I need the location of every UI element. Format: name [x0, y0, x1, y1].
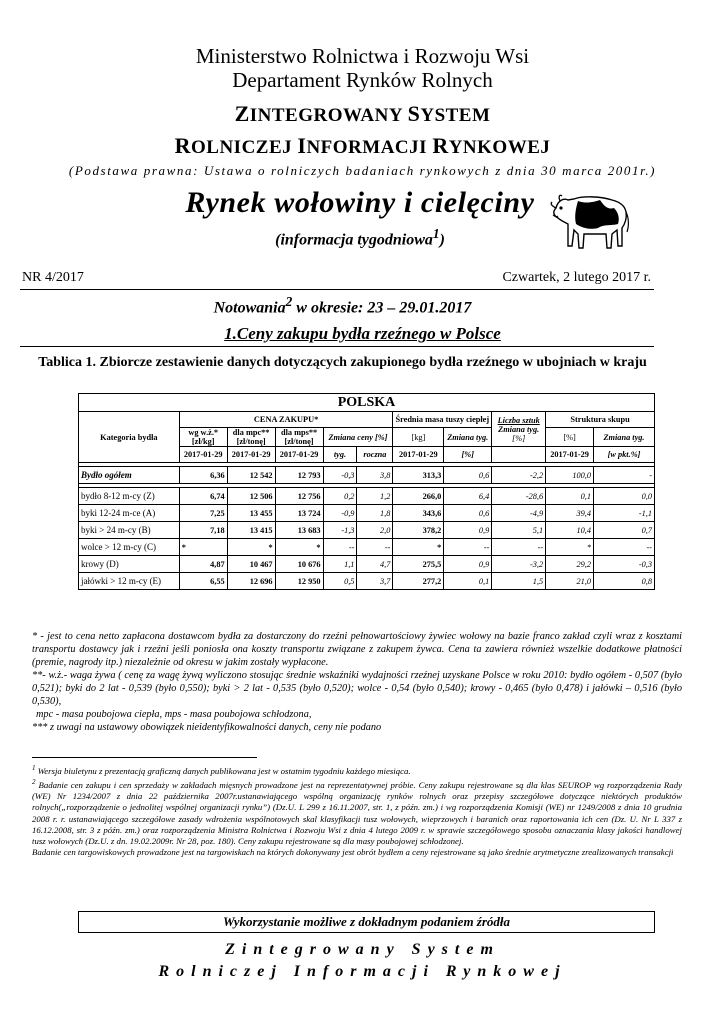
cell-mps: *	[275, 539, 323, 556]
cell-mpc: 13 455	[227, 505, 275, 522]
cell-mps: 13 724	[275, 505, 323, 522]
header-struct-pct: [%]	[546, 428, 594, 447]
table-row	[79, 556, 655, 573]
ministry-name: Ministerstwo Rolnictwa i Rozwoju Wsi	[195, 44, 530, 68]
cell-structure: *	[546, 539, 594, 556]
cell-change-year: 1,2	[357, 488, 393, 505]
section-title: 1.Ceny zakupu bydła rzeźnego w Polsce	[224, 324, 501, 343]
date-mps: 2017-01-29	[275, 447, 323, 463]
cell-change-week: -1,3	[323, 522, 357, 539]
cell-count-change: -2,2	[492, 467, 546, 484]
row-category: bydło 8-12 m-cy (Z)	[79, 488, 180, 505]
cell-wz: *	[179, 539, 227, 556]
header-mass-change: Zmiana tyg.	[444, 428, 492, 447]
cell-change-year: --	[357, 539, 393, 556]
header-structure: Struktura skupu	[546, 412, 655, 428]
cell-change-year: 3,8	[357, 467, 393, 484]
cell-count-change: -28,6	[492, 488, 546, 505]
row-category: byki 12-24 m-ce (A)	[79, 505, 180, 522]
table-body	[79, 467, 655, 590]
cell-structure-change: 0,8	[594, 573, 655, 590]
source-notice: Wykorzystanie możliwe z dokładnym podaniem źródła	[78, 911, 655, 933]
date-struct: 2017-01-29	[546, 447, 594, 463]
price-table	[78, 393, 655, 590]
cell-mass-change: 0,9	[444, 522, 492, 539]
cell-mps: 12 950	[275, 573, 323, 590]
header-price-change: Zmiana ceny [%]	[323, 428, 393, 447]
divider	[20, 289, 654, 290]
system-name-line1: ZINTEGROWANY SYSTEM	[234, 101, 491, 126]
header-wz: wg w.ż.* [zł/kg]	[179, 428, 227, 447]
cell-wz: 6,55	[179, 573, 227, 590]
cell-count-change: -3,2	[492, 556, 546, 573]
table-notes	[32, 630, 682, 734]
cell-change-year: 3,7	[357, 573, 393, 590]
cell-count-change: -4,9	[492, 505, 546, 522]
cell-mass-change: 0,1	[444, 573, 492, 590]
date-tyg: tyg.	[323, 447, 357, 463]
row-category: krowy (D)	[79, 556, 180, 573]
cell-change-week: 0,5	[323, 573, 357, 590]
cell-change-week: -0,3	[323, 467, 357, 484]
table-row	[79, 539, 655, 556]
bulletin-title: Rynek wołowiny i cielęciny	[185, 186, 535, 219]
issue-number: NR 4/2017	[22, 270, 84, 285]
table-row	[79, 467, 655, 484]
cell-structure-change: 0,7	[594, 522, 655, 539]
header-count: Liczba sztuk Zmiana tyg. [%]	[492, 412, 546, 447]
cell-structure: 10,4	[546, 522, 594, 539]
note-price: * - jest to cena netto zapłacona dostawcom bydła za dostarczony do rzeźni pełnowartościowy żywiec wołowy na bazie franco zakład czyli wraz z kosztami transportu dostawcy jak i rzeźni jeśli poniosła ona koszty transportu związane z zakupem żywca. Cena ta zawiera również wszelkie dodatkowe płatności (premie, nagrody itp.) niezależnie od okresu w jakim zostały wypłacone.	[32, 631, 682, 668]
table-row	[79, 488, 655, 505]
table-title: Tablica 1. Zbiorcze zestawienie danych dotyczących zakupionego bydła rzeźnego w ubojniach w kraju	[38, 355, 647, 370]
row-category: jałówki > 12 m-cy (E)	[79, 573, 180, 590]
cell-mass-change: 6,4	[444, 488, 492, 505]
cow-icon	[548, 188, 630, 262]
cell-change-week: -0,9	[323, 505, 357, 522]
cell-mps: 12 756	[275, 488, 323, 505]
row-category: Bydło ogółem	[79, 467, 180, 484]
cell-mps: 10 676	[275, 556, 323, 573]
cell-structure: 21,0	[546, 573, 594, 590]
header-mass: Średnia masa tuszy ciepłej	[393, 412, 492, 428]
cell-structure-change: -	[594, 467, 655, 484]
date-struct-pkt: [w pkt.%]	[594, 447, 655, 463]
date-mass-pct: [%]	[444, 447, 492, 463]
cell-change-year: 4,7	[357, 556, 393, 573]
table-row	[79, 522, 655, 539]
cell-structure-change: 0,0	[594, 488, 655, 505]
cell-mps: 12 793	[275, 467, 323, 484]
note-live-weight: **- w.ż.- waga żywa ( cenę za wagę żywą wyliczono stosując średnie wskaźniki wydajności rzeźnej uzyskane Polsce w roku 2010: bydło ogółem - 0,507 (było 0,521); byki do 2 lat - 0,539 (było 0,550); byki > 2 lat - 0,535 (było 0,520); wolce - 0,54 (było 0,540); krowy - 0,465 (było 0,478) i jałówki – 0,516 (było 0,530),	[32, 670, 682, 707]
footnote-1: $^1$ Wersja biuletynu z prezentacją graficzną danych publikowana jest w ostatnim tygodniu każdego miesiąca.	[32, 764, 411, 776]
cell-mass: 378,2	[393, 522, 444, 539]
cell-structure: 100,0	[546, 467, 594, 484]
cell-structure-change: --	[594, 539, 655, 556]
divider	[20, 346, 654, 347]
cell-structure-change: -0,3	[594, 556, 655, 573]
cell-wz: 4,87	[179, 556, 227, 573]
cell-mpc: 12 506	[227, 488, 275, 505]
cell-mass: 266,0	[393, 488, 444, 505]
bulletin-subtitle: (informacja tygodniowa$^1$)	[275, 226, 445, 249]
footnote-2: $^2$ Badanie cen zakupu i cen sprzedaży w zakładach mięsnych prowadzone jest na reprezentatywnej próbie. Ceny zakupu rejestrowane są dla klas SEUROP wg rozporządzenia Rady (WE) Nr 1234/2007 z dnia 22 października 2007r.ustanawiającego wspólną organizację rynków rolnych oraz przepisy szczegółowe dotyczące niektórych produktów rolnych(„rozporządzenie o jednolitej wspólnej organizacji rynku”) (Dz.U. L 299 z 16.11.2007, str. 1, z późn. zm.) i wg rozporządzenia Komisji (WE) nr 1249/2008 z dnia 10 grudnia 2008 r. r. ustanawiającego szczegółowe zasady wdrożenia wspólnotowych skal klasyfikacji tusz wołowych, wieprzowych i baranich oraz raportowania ich cen (Dz. U. Nr L 337 z 16.12.2008, str. 3 z późn. zm.) oraz rozporządzenia Ministra Rolnictwa i Rozwoju Wsi z dnia 4 lutego 2009 r. w sprawie szczegółowego sposobu oznaczania klasy jakości handlowej tusz wołowych (Dz.U. z dn. 19.02.2009r. Nr 28, poz. 180). Ceny zakupu rejestrowane są dla masy poubojowej schłodzonej.	[32, 778, 682, 847]
header-price: CENA ZAKUPU*	[179, 412, 393, 428]
cell-mpc: 12 696	[227, 573, 275, 590]
legal-basis: (Podstawa prawna: Ustawa o rolniczych badaniach rynkowych z dnia 30 marca 2001r.)	[68, 163, 657, 178]
cell-change-year: 2,0	[357, 522, 393, 539]
quotation-period: Notowania$^2$ w okresie: 23 – 29.01.2017	[213, 294, 472, 317]
footnote-divider	[32, 757, 257, 758]
cell-wz: 7,25	[179, 505, 227, 522]
cell-wz: 7,18	[179, 522, 227, 539]
cell-structure: 39,4	[546, 505, 594, 522]
cell-mass-change: 0,6	[444, 467, 492, 484]
cell-structure: 0,1	[546, 488, 594, 505]
header-kg: [kg]	[393, 428, 444, 447]
header-mps: dla mps** [zł/tonę]	[275, 428, 323, 447]
date-mass: 2017-01-29	[393, 447, 444, 463]
row-category: wolce > 12 m-cy (C)	[79, 539, 180, 556]
department-name: Departament Rynków Rolnych	[232, 68, 493, 92]
cell-structure-change: -1,1	[594, 505, 655, 522]
ministry-header	[0, 44, 725, 92]
date-roczna: roczna	[357, 447, 393, 463]
cell-structure: 29,2	[546, 556, 594, 573]
table-row	[79, 573, 655, 590]
cell-mpc: 10 467	[227, 556, 275, 573]
header-struct-change: Zmiana tyg.	[594, 428, 655, 447]
cell-mass-change: 0,6	[444, 505, 492, 522]
cell-mass-change: 0,9	[444, 556, 492, 573]
header-category: Kategoria bydła	[79, 412, 180, 463]
cell-mass: 277,2	[393, 573, 444, 590]
header-mpc: dla mpc** [zł/tonę]	[227, 428, 275, 447]
closing-line-1: Zintegrowany System	[225, 941, 500, 958]
cell-mpc: 12 542	[227, 467, 275, 484]
row-category: byki > 24 m-cy (B)	[79, 522, 180, 539]
cell-mass: 275,5	[393, 556, 444, 573]
cell-change-year: 1,8	[357, 505, 393, 522]
cell-change-week: --	[323, 539, 357, 556]
note-confidential: *** z uwagi na ustawowy obowiązek nieidentyfikowalności danych, ceny nie podano	[32, 722, 382, 733]
cell-wz: 6,74	[179, 488, 227, 505]
date-wz: 2017-01-29	[179, 447, 227, 463]
issue-date: Czwartek, 2 lutego 2017 r.	[502, 270, 651, 285]
cell-mass: 343,6	[393, 505, 444, 522]
closing-line-2: Rolniczej Informacji Rynkowej	[158, 963, 567, 980]
cell-mps: 13 683	[275, 522, 323, 539]
table-country: POLSKA	[79, 394, 655, 412]
cell-count-change: 1,5	[492, 573, 546, 590]
cell-mpc: *	[227, 539, 275, 556]
cell-change-week: 0,2	[323, 488, 357, 505]
cell-mass: 313,3	[393, 467, 444, 484]
cell-count-change: 5,1	[492, 522, 546, 539]
cell-wz: 6,36	[179, 467, 227, 484]
table-row	[79, 505, 655, 522]
footnote-3: Badanie cen targowiskowych prowadzone jest na targowiskach na których dokonywany jest obrót bydłem a ceny rejestrowane są jako średnie arytmetyczne zrealizowanych transakcji	[32, 847, 674, 858]
date-mpc: 2017-01-29	[227, 447, 275, 463]
cell-mass-change: --	[444, 539, 492, 556]
cell-mass: *	[393, 539, 444, 556]
cell-count-change: --	[492, 539, 546, 556]
note-mass: mpc - masa poubojowa ciepła, mps - masa poubojowa schłodzona,	[36, 709, 312, 720]
footnotes	[32, 763, 682, 858]
date-count	[492, 447, 546, 463]
system-name-line2: ROLNICZEJ INFORMACJI RYNKOWEJ	[174, 133, 551, 158]
cell-change-week: 1,1	[323, 556, 357, 573]
cell-mpc: 13 415	[227, 522, 275, 539]
